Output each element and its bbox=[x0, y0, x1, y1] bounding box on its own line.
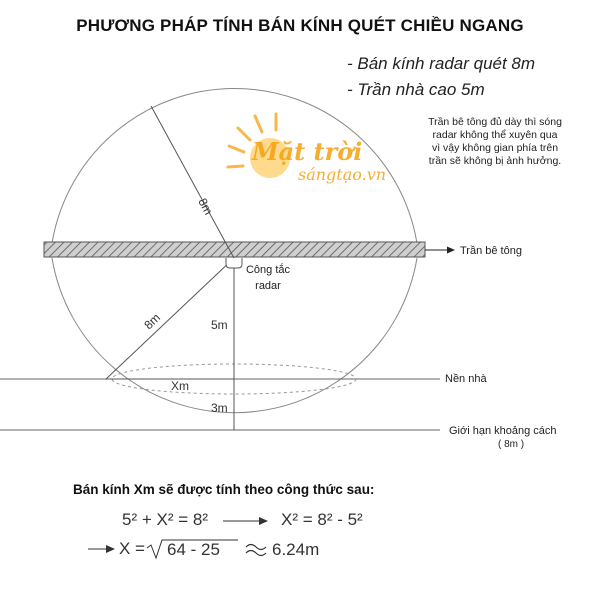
ceiling-label: Trần bê tông bbox=[460, 245, 522, 257]
ceiling-note-line: vì vậy không gian phía trên bbox=[431, 142, 559, 154]
formula-rearranged: X² = 8² - 5² bbox=[281, 510, 363, 529]
x-radius-label: Xm bbox=[171, 379, 189, 393]
ceiling-note-line: trần sẽ không bị ảnh hưởng. bbox=[428, 155, 562, 167]
formula-solution-prefix: X = bbox=[119, 539, 145, 558]
switch-label: radar bbox=[255, 280, 281, 292]
spec-radar-radius: - Bán kính radar quét 8m bbox=[347, 54, 536, 73]
formula-intro: Bán kính Xm sẽ được tính theo công thức sau: bbox=[73, 482, 375, 497]
radar-switch-icon bbox=[226, 258, 242, 268]
page-title: PHƯƠNG PHÁP TÍNH BÁN KÍNH QUÉT CHIỀU NGANG bbox=[76, 16, 524, 35]
concrete-ceiling bbox=[44, 242, 425, 257]
limit-label: ( 8m ) bbox=[498, 439, 525, 450]
approx-icon bbox=[246, 545, 266, 556]
lower-radius-label: 8m bbox=[141, 310, 164, 333]
spec-ceiling-height: - Trần nhà cao 5m bbox=[347, 80, 485, 99]
formula-equation: 5² + X² = 8² bbox=[122, 510, 208, 529]
arrow-right-icon bbox=[259, 517, 268, 525]
ceiling-note-line: radar không thể xuyên qua bbox=[432, 129, 558, 141]
arrow-right-icon bbox=[106, 545, 115, 553]
upper-radius-label: 8m bbox=[195, 195, 216, 218]
logo-sub-text: sángtạo.vn bbox=[298, 165, 387, 184]
upper-radius-line bbox=[151, 106, 234, 258]
ceiling-note-line: Trần bê tông đủ dày thì sóng bbox=[428, 116, 562, 128]
below-floor-label: 3m bbox=[211, 401, 228, 415]
ceiling-arrow-icon bbox=[447, 247, 455, 254]
limit-label: Giới hạn khoảng cách bbox=[449, 425, 557, 437]
logo-main-text: Mặt trời bbox=[252, 137, 363, 166]
sun-logo-icon bbox=[228, 114, 386, 184]
height-label: 5m bbox=[211, 318, 228, 332]
switch-label: Công tắc bbox=[245, 264, 291, 276]
floor-label: Nền nhà bbox=[445, 373, 487, 385]
formula-result: 6.24m bbox=[272, 540, 320, 559]
formula-radicand: 64 - 25 bbox=[167, 540, 220, 559]
